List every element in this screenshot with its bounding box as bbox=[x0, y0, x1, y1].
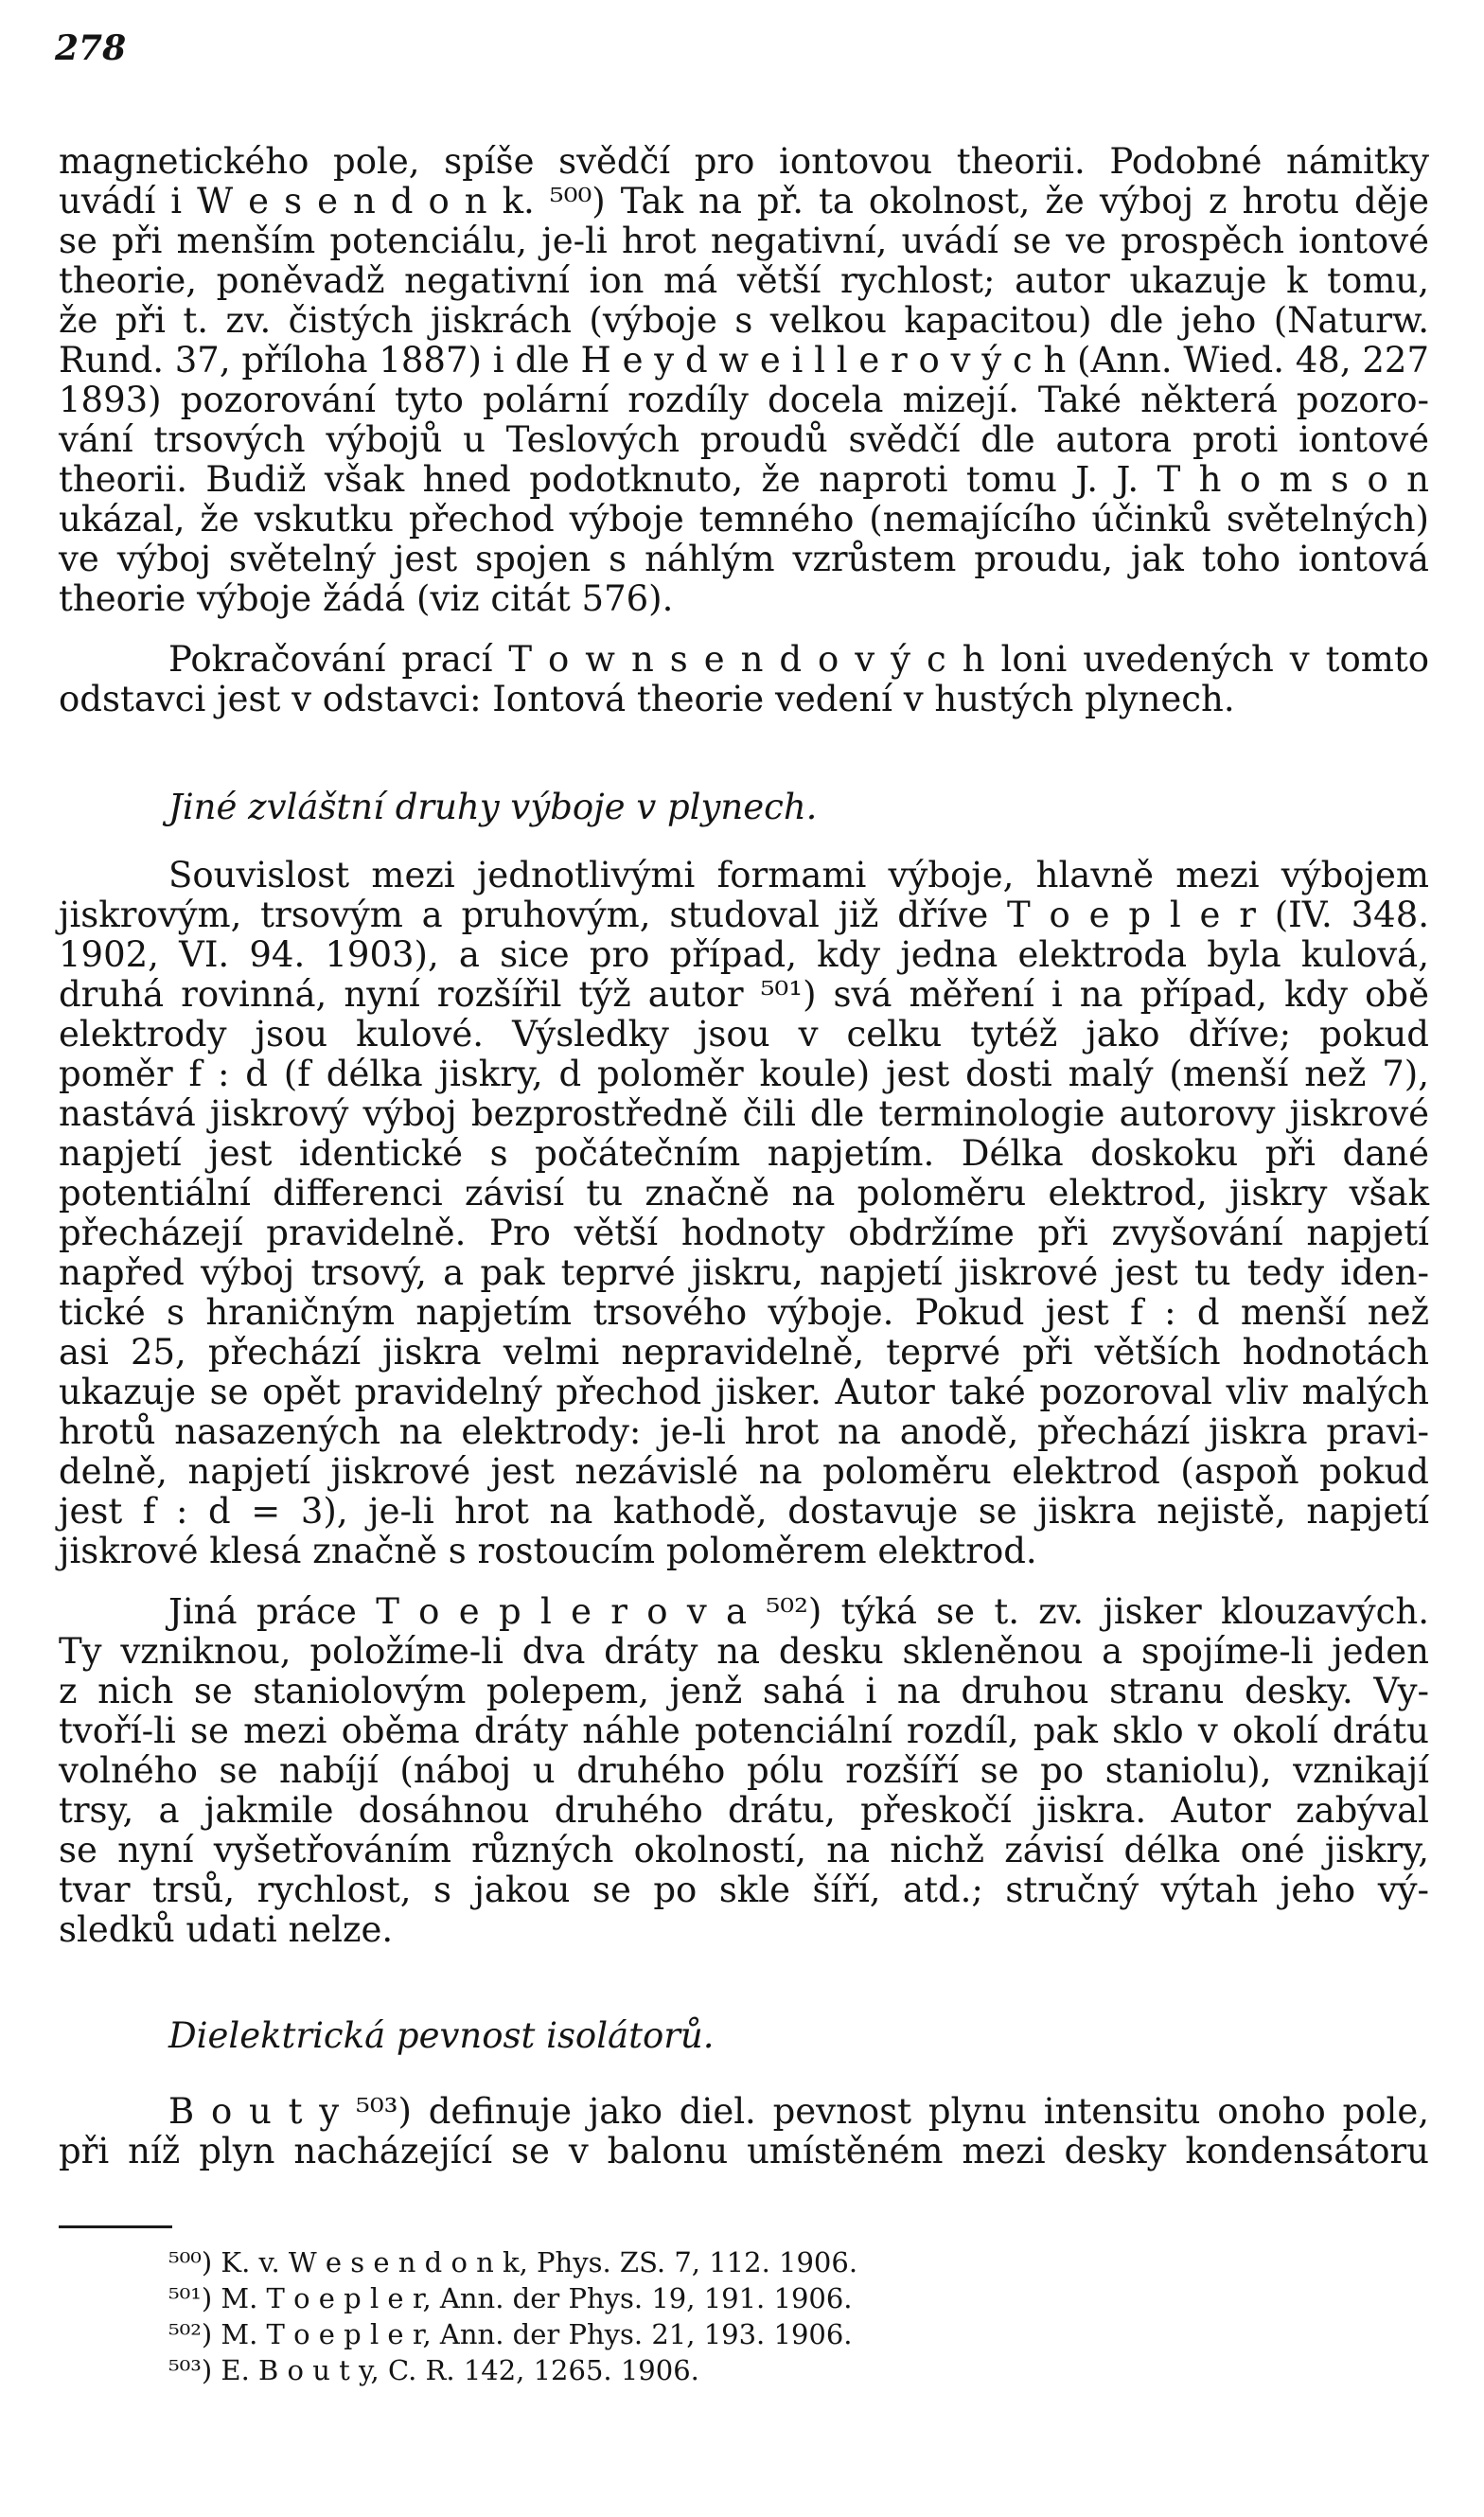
body-line: při níž plyn nacházející se v balonu umístěném mezi desky kondensátoru bbox=[59, 2131, 1429, 2171]
body-line: trsy, a jakmile dosáhnou druhého drátu, přeskočí jiskra. Autor zabýval bbox=[59, 1790, 1429, 1831]
body-line: z nich se staniolovým polepem, jenž sahá i na druhou stranu desky. Vy- bbox=[59, 1671, 1429, 1711]
body-line: ukazuje se opět pravidelný přechod jisker. Autor také pozoroval vliv malých bbox=[59, 1372, 1429, 1412]
body-line: sledků udati nelze. bbox=[59, 1909, 394, 1950]
body-line: přecházejí pravidelně. Pro větší hodnoty obdržíme při zvyšování napjetí bbox=[59, 1213, 1429, 1253]
footnote: ⁵⁰²) M. T o e p l e r, Ann. der Phys. 21, 193. 1906. bbox=[168, 2318, 853, 2350]
page-number: 278 bbox=[55, 28, 127, 68]
body-line: uvádí i W e s e n d o n k. ⁵⁰⁰) Tak na př. ta okolnost, že výboj z hrotu děje bbox=[59, 181, 1429, 222]
body-line: se nyní vyšetřováním různých okolností, na nichž závisí délka oné jiskry, bbox=[59, 1830, 1429, 1870]
body-line: ve výboj světelný jest spojen s náhlým vzrůstem proudu, jak toho iontová bbox=[59, 539, 1429, 579]
body-line: tvoří-li se mezi oběma dráty náhle potenciální rozdíl, pak sklo v okolí drátu bbox=[59, 1710, 1429, 1751]
body-line: hrotů nasazených na elektrody: je-li hrot na anodě, přechází jiskra pravi- bbox=[59, 1411, 1429, 1452]
footnote: ⁵⁰⁰) K. v. W e s e n d o n k, Phys. ZS. 7, 112. 1906. bbox=[168, 2246, 858, 2278]
body-line: napjetí jest identické s počátečním napjetím. Délka doskoku při dané bbox=[59, 1133, 1429, 1174]
body-line: theorii. Budiž však hned podotknuto, že naproti tomu J. J. T h o m s o n bbox=[59, 459, 1429, 500]
body-line: volného se nabíjí (náboj u druhého pólu rozšíří se po staniolu), vznikají bbox=[59, 1750, 1429, 1791]
body-line: jest f : d = 3), je-li hrot na kathodě, dostavuje se jiskra nejistě, napjetí bbox=[59, 1491, 1429, 1532]
body-line: theorie, poněvadž negativní ion má větší rychlost; autor ukazuje k tomu, bbox=[59, 260, 1429, 301]
body-line: 1893) pozorování tyto polární rozdíly docela mizejí. Také některá pozoro- bbox=[59, 380, 1429, 420]
body-line: ukázal, že vskutku přechod výboje temného (nemajícího účinků světelných) bbox=[59, 499, 1429, 540]
section-heading: Jiné zvláštní druhy výboje v plynech. bbox=[168, 787, 818, 827]
body-line: Jiná práce T o e p l e r o v a ⁵⁰²) týká se t. zv. jisker klouzavých. bbox=[168, 1591, 1429, 1632]
body-line: magnetického pole, spíše svědčí pro iontovou theorii. Podobné námitky bbox=[59, 141, 1429, 182]
section-heading: Dielektrická pevnost isolátorů. bbox=[168, 2015, 715, 2056]
footnote: ⁵⁰¹) M. T o e p l e r, Ann. der Phys. 19, 191. 1906. bbox=[168, 2282, 853, 2314]
body-line: odstavci jest v odstavci: Iontová theorie vedení v hustých plynech. bbox=[59, 679, 1235, 719]
body-line: že při t. zv. čistých jiskrách (výboje s velkou kapacitou) dle jeho (Naturw. bbox=[59, 300, 1429, 341]
body-line: asi 25, přechází jiskra velmi nepravidelně, teprvé při větších hodnotách bbox=[59, 1332, 1429, 1373]
body-line: tvar trsů, rychlost, s jakou se po skle šíří, atd.; stručný výtah jeho vý- bbox=[59, 1870, 1429, 1910]
body-line: tické s hraničným napjetím trsového výboje. Pokud jest f : d menší než bbox=[59, 1292, 1429, 1333]
body-line: B o u t y ⁵⁰³) definuje jako diel. pevnost plynu intensitu onoho pole, bbox=[168, 2091, 1429, 2132]
body-line: Rund. 37, příloha 1887) i dle H e y d w e i l l e r o v ý c h (Ann. Wied. 48, 227 bbox=[59, 340, 1429, 381]
body-line: Pokračování prací T o w n s e n d o v ý c h loni uvedených v tomto bbox=[168, 639, 1429, 680]
body-line: delně, napjetí jiskrové jest nezávislé na poloměru elektrod (aspoň pokud bbox=[59, 1451, 1429, 1492]
body-line: elektrody jsou kulové. Výsledky jsou v celku tytéž jako dříve; pokud bbox=[59, 1014, 1429, 1055]
footnote: ⁵⁰³) E. B o u t y, C. R. 142, 1265. 1906. bbox=[168, 2354, 699, 2386]
body-line: poměr f : d (f délka jiskry, d poloměr koule) jest dosti malý (menší než 7), bbox=[59, 1054, 1429, 1094]
body-line: jiskrové klesá značně s rostoucím poloměrem elektrod. bbox=[59, 1531, 1037, 1571]
body-line: theorie výboje žádá (viz citát 576). bbox=[59, 578, 674, 619]
body-line: se při menším potenciálu, je-li hrot negativní, uvádí se ve prospěch iontové bbox=[59, 221, 1429, 261]
footnote-rule bbox=[59, 2225, 172, 2228]
body-line: nastává jiskrový výboj bezprostředně čili dle terminologie autorovy jiskrové bbox=[59, 1093, 1429, 1134]
body-line: napřed výboj trsový, a pak teprvé jiskru, napjetí jiskrové jest tu tedy iden- bbox=[59, 1252, 1429, 1293]
body-line: jiskrovým, trsovým a pruhovým, studoval již dříve T o e p l e r (IV. 348. bbox=[59, 895, 1429, 935]
body-line: Ty vzniknou, položíme-li dva dráty na desku skleněnou a spojíme-li jeden bbox=[59, 1631, 1429, 1672]
body-line: druhá rovinná, nyní rozšířil týž autor ⁵⁰¹) svá měření i na případ, kdy obě bbox=[59, 974, 1429, 1015]
body-line: potentiální differenci závisí tu značně na poloměru elektrod, jiskry však bbox=[59, 1173, 1429, 1214]
body-line: Souvislost mezi jednotlivými formami výboje, hlavně mezi výbojem bbox=[168, 855, 1429, 895]
body-line: vání trsových výbojů u Teslových proudů svědčí dle autora proti iontové bbox=[59, 419, 1429, 460]
body-line: 1902, VI. 94. 1903), a sice pro případ, kdy jedna elektroda byla kulová, bbox=[59, 934, 1429, 975]
